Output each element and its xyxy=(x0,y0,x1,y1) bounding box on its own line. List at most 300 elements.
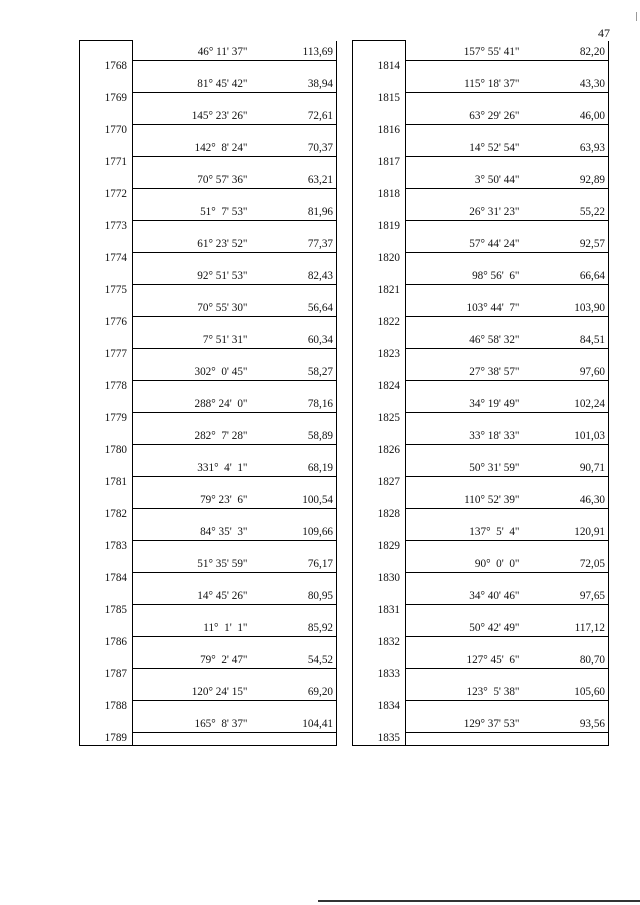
point-id-cell xyxy=(80,73,133,93)
point-id-label: 1826 xyxy=(353,445,406,457)
spacer-cell xyxy=(133,349,251,361)
point-id-label: 1821 xyxy=(353,285,406,297)
point-id-cell xyxy=(80,713,133,733)
angle-value: 129° 37' 53" xyxy=(406,713,523,733)
point-id-cell xyxy=(353,585,406,605)
point-label-row xyxy=(80,317,337,329)
point-label-row xyxy=(80,733,337,746)
distance-value: 54,52 xyxy=(251,649,337,669)
distance-value: 56,64 xyxy=(251,297,337,317)
spacer-cell xyxy=(133,637,251,649)
distance-value: 76,17 xyxy=(251,553,337,573)
spacer-cell xyxy=(523,189,609,201)
point-id-cell xyxy=(80,425,133,445)
angle-value: 51° 7' 53" xyxy=(133,201,251,221)
table-row xyxy=(80,681,337,701)
spacer-cell xyxy=(251,541,337,553)
distance-value: 72,05 xyxy=(523,553,609,573)
spacer-cell xyxy=(133,477,251,489)
point-label-row xyxy=(353,285,609,297)
table-row xyxy=(353,553,609,573)
coordinate-table-left xyxy=(79,40,337,746)
spacer-cell xyxy=(133,157,251,169)
angle-value: 79° 23' 6" xyxy=(133,489,251,509)
point-label-row xyxy=(353,669,609,681)
spacer-cell xyxy=(133,701,251,713)
distance-value: 102,24 xyxy=(523,393,609,413)
point-id-cell xyxy=(353,521,406,541)
point-id-cell xyxy=(80,137,133,157)
point-label-row xyxy=(353,413,609,425)
spacer-cell xyxy=(406,541,523,553)
point-label-row xyxy=(353,221,609,233)
angle-value: 50° 31' 59" xyxy=(406,457,523,477)
point-id-cell xyxy=(80,649,133,669)
point-label-row xyxy=(353,157,609,169)
angle-value: 92° 51' 53" xyxy=(133,265,251,285)
spacer-cell xyxy=(523,701,609,713)
table-row xyxy=(80,457,337,477)
distance-value: 85,92 xyxy=(251,617,337,637)
point-label-row xyxy=(353,349,609,361)
point-id-label: 1835 xyxy=(353,733,406,746)
table-row xyxy=(353,169,609,189)
point-id-label: 1780 xyxy=(80,445,133,457)
point-id-label: 1770 xyxy=(80,125,133,137)
point-id-cell xyxy=(80,617,133,637)
point-id-label: 1785 xyxy=(80,605,133,617)
angle-value: 115° 18' 37" xyxy=(406,73,523,93)
point-id-label: 1779 xyxy=(80,413,133,425)
angle-value: 11° 1' 1" xyxy=(133,617,251,637)
angle-value: 50° 42' 49" xyxy=(406,617,523,637)
table-row xyxy=(353,713,609,733)
point-id-label: 1825 xyxy=(353,413,406,425)
table-row xyxy=(80,329,337,349)
spacer-cell xyxy=(523,317,609,329)
spacer-cell xyxy=(133,413,251,425)
spacer-cell xyxy=(251,701,337,713)
point-id-label: 1771 xyxy=(80,157,133,169)
distance-value: 55,22 xyxy=(523,201,609,221)
distance-value: 104,41 xyxy=(251,713,337,733)
spacer-cell xyxy=(406,605,523,617)
table-row xyxy=(353,681,609,701)
spacer-cell xyxy=(251,189,337,201)
point-id-cell xyxy=(80,361,133,381)
distance-value: 46,30 xyxy=(523,489,609,509)
spacer-cell xyxy=(133,509,251,521)
table-row xyxy=(80,489,337,509)
point-label-row xyxy=(353,573,609,585)
point-id-cell xyxy=(80,41,133,61)
spacer-cell xyxy=(406,733,523,746)
point-label-row xyxy=(80,573,337,585)
table-row xyxy=(353,265,609,285)
point-id-cell xyxy=(353,457,406,477)
point-id-label: 1816 xyxy=(353,125,406,137)
distance-value: 101,03 xyxy=(523,425,609,445)
table-row xyxy=(353,41,609,61)
angle-value: 90° 0' 0" xyxy=(406,553,523,573)
distance-value: 66,64 xyxy=(523,265,609,285)
spacer-cell xyxy=(406,317,523,329)
spacer-cell xyxy=(251,509,337,521)
point-id-label: 1786 xyxy=(80,637,133,649)
point-id-label: 1815 xyxy=(353,93,406,105)
spacer-cell xyxy=(523,157,609,169)
table-row xyxy=(353,361,609,381)
table-row xyxy=(353,297,609,317)
spacer-cell xyxy=(133,125,251,137)
point-id-cell xyxy=(353,265,406,285)
spacer-cell xyxy=(251,413,337,425)
spacer-cell xyxy=(523,637,609,649)
spacer-cell xyxy=(406,157,523,169)
angle-value: 165° 8' 37" xyxy=(133,713,251,733)
point-label-row xyxy=(80,189,337,201)
spacer-cell xyxy=(406,413,523,425)
angle-value: 157° 55' 41" xyxy=(406,41,523,61)
angle-value: 331° 4' 1" xyxy=(133,457,251,477)
spacer-cell xyxy=(251,253,337,265)
angle-value: 33° 18' 33" xyxy=(406,425,523,445)
table-row xyxy=(353,329,609,349)
spacer-cell xyxy=(251,157,337,169)
point-id-label: 1829 xyxy=(353,541,406,553)
spacer-cell xyxy=(133,669,251,681)
angle-value: 282° 7' 28" xyxy=(133,425,251,445)
table-row xyxy=(353,425,609,445)
table-row xyxy=(353,617,609,637)
point-id-cell xyxy=(80,105,133,125)
table-row xyxy=(80,41,337,61)
table-row xyxy=(80,297,337,317)
spacer-cell xyxy=(133,733,251,746)
spacer-cell xyxy=(406,669,523,681)
point-id-label: 1782 xyxy=(80,509,133,521)
point-id-label: 1784 xyxy=(80,573,133,585)
spacer-cell xyxy=(251,285,337,297)
table-row xyxy=(80,73,337,93)
distance-value: 60,34 xyxy=(251,329,337,349)
distance-value: 105,60 xyxy=(523,681,609,701)
spacer-cell xyxy=(406,253,523,265)
spacer-cell xyxy=(133,317,251,329)
table-row xyxy=(353,201,609,221)
angle-value: 70° 57' 36" xyxy=(133,169,251,189)
table-row xyxy=(353,649,609,669)
spacer-cell xyxy=(523,221,609,233)
angle-value: 79° 2' 47" xyxy=(133,649,251,669)
point-id-cell xyxy=(353,649,406,669)
point-id-label: 1776 xyxy=(80,317,133,329)
point-id-label: 1772 xyxy=(80,189,133,201)
spacer-cell xyxy=(523,541,609,553)
spacer-cell xyxy=(133,61,251,73)
spacer-cell xyxy=(133,285,251,297)
table-row xyxy=(80,265,337,285)
distance-value: 46,00 xyxy=(523,105,609,125)
spacer-cell xyxy=(251,637,337,649)
distance-value: 97,60 xyxy=(523,361,609,381)
point-label-row xyxy=(80,605,337,617)
point-id-cell xyxy=(80,169,133,189)
spacer-cell xyxy=(523,93,609,105)
point-id-cell xyxy=(80,681,133,701)
angle-value: 302° 0' 45" xyxy=(133,361,251,381)
point-id-cell xyxy=(353,73,406,93)
angle-value: 110° 52' 39" xyxy=(406,489,523,509)
point-label-row xyxy=(80,253,337,265)
point-id-cell xyxy=(353,361,406,381)
point-label-row xyxy=(80,157,337,169)
distance-value: 93,56 xyxy=(523,713,609,733)
distance-value: 109,66 xyxy=(251,521,337,541)
table-row xyxy=(80,617,337,637)
distance-value: 92,89 xyxy=(523,169,609,189)
angle-value: 63° 29' 26" xyxy=(406,105,523,125)
distance-value: 63,21 xyxy=(251,169,337,189)
point-id-label: 1832 xyxy=(353,637,406,649)
spacer-cell xyxy=(251,573,337,585)
point-id-cell xyxy=(353,425,406,445)
spacer-cell xyxy=(406,189,523,201)
point-id-cell xyxy=(353,297,406,317)
point-label-row xyxy=(80,413,337,425)
spacer-cell xyxy=(523,477,609,489)
point-id-label: 1834 xyxy=(353,701,406,713)
spacer-cell xyxy=(251,733,337,746)
spacer-cell xyxy=(523,285,609,297)
point-label-row xyxy=(353,701,609,713)
point-label-row xyxy=(353,733,609,746)
point-id-cell xyxy=(353,713,406,733)
spacer-cell xyxy=(251,125,337,137)
point-label-row xyxy=(353,445,609,457)
spacer-cell xyxy=(251,221,337,233)
point-label-row xyxy=(353,317,609,329)
point-id-cell xyxy=(80,329,133,349)
point-id-cell xyxy=(80,521,133,541)
point-id-label: 1822 xyxy=(353,317,406,329)
angle-value: 3° 50' 44" xyxy=(406,169,523,189)
angle-value: 51° 35' 59" xyxy=(133,553,251,573)
angle-value: 14° 45' 26" xyxy=(133,585,251,605)
point-id-label: 1818 xyxy=(353,189,406,201)
point-label-row xyxy=(80,61,337,73)
angle-value: 81° 45' 42" xyxy=(133,73,251,93)
point-id-label: 1830 xyxy=(353,573,406,585)
point-id-cell xyxy=(353,169,406,189)
point-id-label: 1783 xyxy=(80,541,133,553)
table-row xyxy=(80,425,337,445)
angle-value: 46° 58' 32" xyxy=(406,329,523,349)
point-label-row xyxy=(353,637,609,649)
point-label-row xyxy=(353,61,609,73)
spacer-cell xyxy=(406,285,523,297)
point-id-cell xyxy=(80,457,133,477)
table-row xyxy=(80,361,337,381)
point-id-cell xyxy=(80,201,133,221)
spacer-cell xyxy=(251,381,337,393)
point-id-cell xyxy=(80,489,133,509)
table-row xyxy=(353,489,609,509)
distance-value: 70,37 xyxy=(251,137,337,157)
spacer-cell xyxy=(523,733,609,746)
table-row xyxy=(353,457,609,477)
point-id-label: 1827 xyxy=(353,477,406,489)
table-row xyxy=(80,233,337,253)
table-row xyxy=(80,649,337,669)
point-id-label: 1778 xyxy=(80,381,133,393)
spacer-cell xyxy=(251,317,337,329)
distance-value: 63,93 xyxy=(523,137,609,157)
spacer-cell xyxy=(406,637,523,649)
point-id-cell xyxy=(353,105,406,125)
point-label-row xyxy=(80,669,337,681)
table-row xyxy=(353,137,609,157)
angle-value: 98° 56' 6" xyxy=(406,265,523,285)
point-label-row xyxy=(80,445,337,457)
table-row xyxy=(353,521,609,541)
footer-rule xyxy=(318,900,640,902)
point-label-row xyxy=(80,509,337,521)
point-id-cell xyxy=(80,393,133,413)
spacer-cell xyxy=(251,669,337,681)
spacer-cell xyxy=(523,509,609,521)
angle-value: 26° 31' 23" xyxy=(406,201,523,221)
distance-value: 90,71 xyxy=(523,457,609,477)
point-id-cell xyxy=(353,137,406,157)
point-label-row xyxy=(80,381,337,393)
spacer-cell xyxy=(133,381,251,393)
table-row xyxy=(353,105,609,125)
point-id-label: 1769 xyxy=(80,93,133,105)
spacer-cell xyxy=(523,445,609,457)
angle-value: 288° 24' 0" xyxy=(133,393,251,413)
point-label-row xyxy=(353,381,609,393)
point-id-cell xyxy=(353,41,406,61)
distance-value: 82,43 xyxy=(251,265,337,285)
distance-value: 72,61 xyxy=(251,105,337,125)
spacer-cell xyxy=(406,477,523,489)
table-row xyxy=(353,585,609,605)
angle-value: 46° 11' 37" xyxy=(133,41,251,61)
distance-value: 77,37 xyxy=(251,233,337,253)
spacer-cell xyxy=(523,605,609,617)
distance-value: 81,96 xyxy=(251,201,337,221)
point-id-cell xyxy=(353,233,406,253)
spacer-cell xyxy=(523,381,609,393)
point-id-label: 1775 xyxy=(80,285,133,297)
distance-value: 69,20 xyxy=(251,681,337,701)
angle-value: 34° 40' 46" xyxy=(406,585,523,605)
spacer-cell xyxy=(133,573,251,585)
page-number: 47 xyxy=(598,26,610,40)
point-id-cell xyxy=(80,585,133,605)
angle-value: 145° 23' 26" xyxy=(133,105,251,125)
point-label-row xyxy=(80,477,337,489)
spacer-cell xyxy=(406,445,523,457)
scan-edge-mark xyxy=(636,12,637,21)
spacer-cell xyxy=(406,125,523,137)
spacer-cell xyxy=(251,605,337,617)
table-row xyxy=(353,233,609,253)
point-label-row xyxy=(80,701,337,713)
distance-value: 97,65 xyxy=(523,585,609,605)
spacer-cell xyxy=(251,477,337,489)
point-id-label: 1833 xyxy=(353,669,406,681)
table-body xyxy=(80,41,337,746)
coordinate-table-right xyxy=(352,40,609,746)
point-id-cell xyxy=(80,265,133,285)
angle-value: 84° 35' 3" xyxy=(133,521,251,541)
table-row xyxy=(80,393,337,413)
angle-value: 34° 19' 49" xyxy=(406,393,523,413)
point-id-cell xyxy=(353,681,406,701)
angle-value: 137° 5' 4" xyxy=(406,521,523,541)
point-id-label: 1817 xyxy=(353,157,406,169)
spacer-cell xyxy=(251,349,337,361)
table-row xyxy=(80,169,337,189)
point-id-label: 1831 xyxy=(353,605,406,617)
spacer-cell xyxy=(133,605,251,617)
table-row xyxy=(353,73,609,93)
point-id-cell xyxy=(353,393,406,413)
distance-value: 78,16 xyxy=(251,393,337,413)
angle-value: 70° 55' 30" xyxy=(133,297,251,317)
angle-value: 103° 44' 7" xyxy=(406,297,523,317)
distance-value: 103,90 xyxy=(523,297,609,317)
point-label-row xyxy=(353,253,609,265)
point-label-row xyxy=(353,189,609,201)
distance-value: 68,19 xyxy=(251,457,337,477)
angle-value: 14° 52' 54" xyxy=(406,137,523,157)
point-label-row xyxy=(80,93,337,105)
point-id-label: 1820 xyxy=(353,253,406,265)
distance-value: 82,20 xyxy=(523,41,609,61)
point-id-cell xyxy=(80,297,133,317)
angle-value: 120° 24' 15" xyxy=(133,681,251,701)
spacer-cell xyxy=(523,573,609,585)
point-label-row xyxy=(80,285,337,297)
distance-value: 120,91 xyxy=(523,521,609,541)
spacer-cell xyxy=(406,61,523,73)
point-label-row xyxy=(353,509,609,521)
point-id-label: 1828 xyxy=(353,509,406,521)
table-row xyxy=(80,713,337,733)
point-id-cell xyxy=(353,329,406,349)
distance-value: 100,54 xyxy=(251,489,337,509)
point-label-row xyxy=(353,605,609,617)
table-row xyxy=(80,585,337,605)
spacer-cell xyxy=(133,221,251,233)
spacer-cell xyxy=(406,93,523,105)
spacer-cell xyxy=(133,253,251,265)
spacer-cell xyxy=(523,253,609,265)
distance-value: 92,57 xyxy=(523,233,609,253)
table-body xyxy=(353,41,609,746)
angle-value: 127° 45' 6" xyxy=(406,649,523,669)
table-row xyxy=(80,521,337,541)
spacer-cell xyxy=(133,445,251,457)
point-id-label: 1787 xyxy=(80,669,133,681)
point-label-row xyxy=(353,93,609,105)
point-label-row xyxy=(353,541,609,553)
angle-value: 57° 44' 24" xyxy=(406,233,523,253)
spacer-cell xyxy=(406,349,523,361)
